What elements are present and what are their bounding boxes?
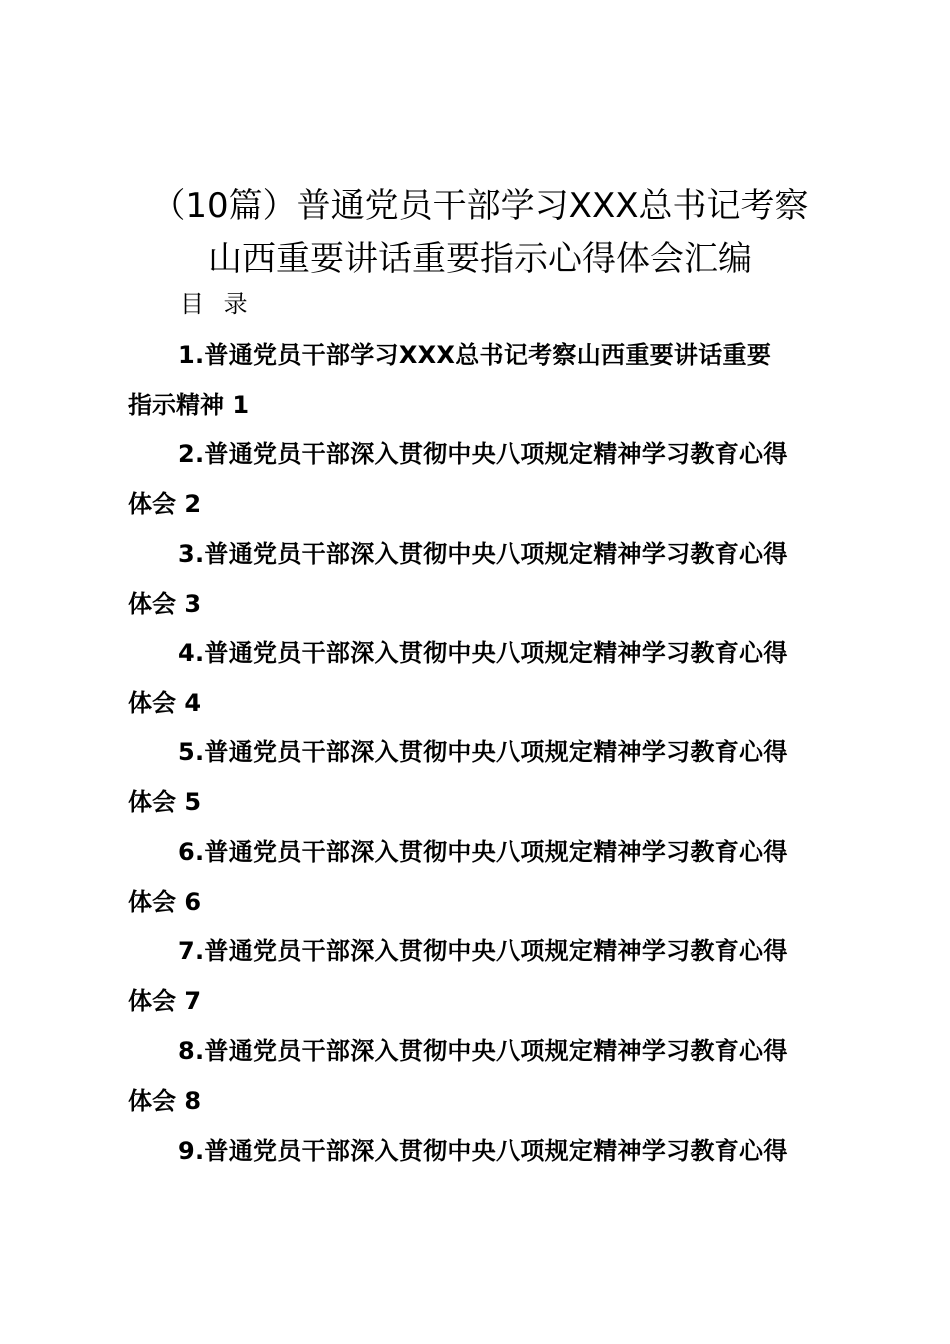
toc-item[interactable] bbox=[128, 926, 848, 1026]
toc-item[interactable] bbox=[128, 727, 848, 827]
document-title-line2: 山西重要讲话重要指示心得体会汇编 bbox=[208, 239, 752, 279]
toc-item-title: 3.普通党员干部深入贯彻中央八项规定精神学习教育心得 bbox=[178, 540, 788, 568]
toc-item-title-continuation: 体会 5 bbox=[128, 788, 202, 816]
document-title bbox=[100, 180, 860, 286]
toc-item-title-continuation: 体会 7 bbox=[128, 987, 202, 1015]
toc-item[interactable] bbox=[128, 1026, 848, 1126]
toc-item-title: 9.普通党员干部深入贯彻中央八项规定精神学习教育心得 bbox=[178, 1137, 788, 1165]
toc-item-title: 2.普通党员干部深入贯彻中央八项规定精神学习教育心得 bbox=[178, 440, 788, 468]
toc-item-title-continuation: 体会 4 bbox=[128, 689, 202, 717]
toc-item-title-continuation: 体会 8 bbox=[128, 1087, 202, 1115]
toc-item[interactable] bbox=[128, 827, 848, 927]
toc-item-title: 1.普通党员干部学习XXX总书记考察山西重要讲话重要 bbox=[178, 341, 772, 369]
toc-item-title-continuation: 体会 6 bbox=[128, 888, 202, 916]
toc-item-title: 5.普通党员干部深入贯彻中央八项规定精神学习教育心得 bbox=[178, 738, 788, 766]
toc-item[interactable] bbox=[128, 330, 848, 430]
toc-item[interactable] bbox=[128, 429, 848, 529]
toc-item-title-continuation: 指示精神 1 bbox=[128, 391, 250, 419]
toc-item-title-continuation: 体会 2 bbox=[128, 490, 202, 518]
toc-item[interactable] bbox=[128, 1126, 848, 1176]
toc-item-title: 7.普通党员干部深入贯彻中央八项规定精神学习教育心得 bbox=[178, 937, 788, 965]
toc-item-title-continuation: 体会 3 bbox=[128, 590, 202, 618]
toc-item[interactable] bbox=[128, 628, 848, 728]
toc-item-title: 6.普通党员干部深入贯彻中央八项规定精神学习教育心得 bbox=[178, 838, 788, 866]
toc-item[interactable] bbox=[128, 529, 848, 629]
toc-item-title: 8.普通党员干部深入贯彻中央八项规定精神学习教育心得 bbox=[178, 1037, 788, 1065]
document-title-line1: （10篇）普通党员干部学习XXX总书记考察 bbox=[151, 186, 809, 226]
toc-heading: 目 录 bbox=[180, 290, 254, 318]
toc-item-title: 4.普通党员干部深入贯彻中央八项规定精神学习教育心得 bbox=[178, 639, 788, 667]
